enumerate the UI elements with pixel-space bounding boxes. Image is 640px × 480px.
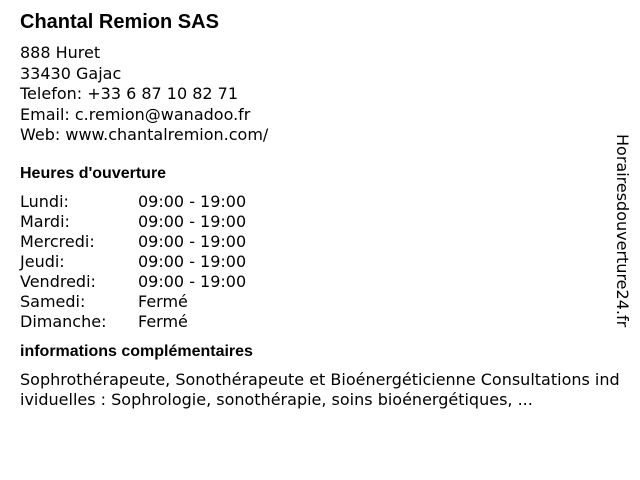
street-line: 888 Huret [20,43,101,62]
time-value: Fermé [138,311,188,331]
info-description: Sophrothérapeute, Sonothérapeute et Bioénergéticienne Consultations individuelles : Sophrologie, sonothérapie, soins bioénergétiques, ... [20,369,620,409]
hours-row-wednesday [20,232,620,252]
time-value: 09:00 - 19:00 [138,231,247,251]
city-line: 33430 Gajac [20,63,122,83]
hours-heading: Heures d'ouverture [20,164,167,182]
day-label: Mardi: [20,211,70,231]
day-label: Mercredi: [20,231,95,251]
day-label: Lundi: [20,191,69,211]
phone-line: Telefon: +33 6 87 10 82 71 [20,84,239,103]
hours-row-thursday [20,252,620,272]
time-value: Fermé [138,291,188,311]
business-name: Chantal Remion SAS [20,11,219,33]
web-line: Web: www.chantalremion.com/ [20,125,269,144]
day-label: Jeudi: [20,251,65,271]
hours-row-tuesday [20,212,620,232]
time-value: 09:00 - 19:00 [138,211,247,231]
day-label: Dimanche: [20,311,107,331]
day-label: Vendredi: [20,271,96,291]
address-block [20,43,620,146]
time-value: 09:00 - 19:00 [138,271,247,291]
business-card [20,10,620,411]
time-value: 09:00 - 19:00 [138,251,247,271]
day-label: Samedi: [20,291,86,311]
hours-row-friday [20,272,620,292]
hours-table [20,192,620,332]
hours-row-sunday [20,312,620,332]
time-value: 09:00 - 19:00 [138,191,247,211]
info-heading: informations complémentaires [20,342,253,360]
email-line: Email: c.remion@wanadoo.fr [20,104,251,124]
site-watermark: Horairesdouverture24.fr [613,134,632,328]
hours-row-monday [20,192,620,212]
hours-row-saturday [20,292,620,312]
